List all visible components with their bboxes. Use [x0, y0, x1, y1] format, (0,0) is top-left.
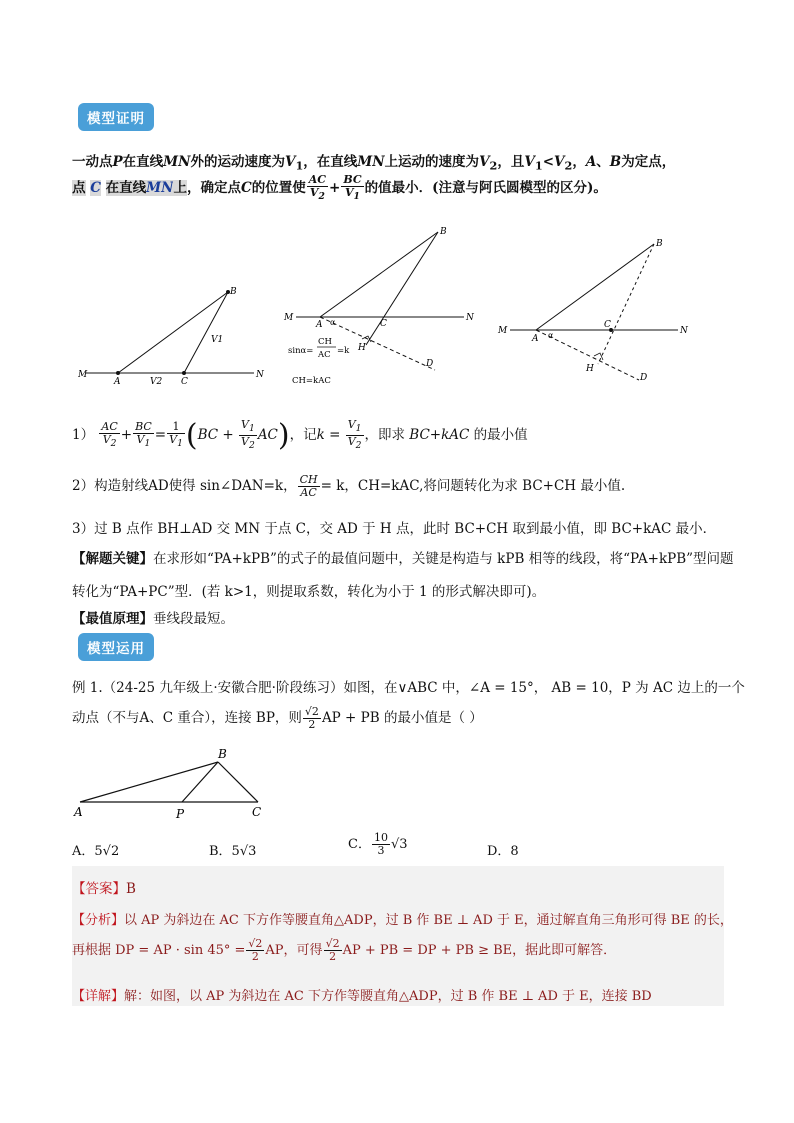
- example-line-2: 动点（不与A、C 重合），连接 BP，则 $\frac{√2}{2}$ AP + PB 的最小值是（ ）: [72, 705, 483, 731]
- svg-text:B: B: [440, 227, 447, 237]
- analysis-line-2: 再根据 DP = AP · sin 45° = $\frac{√2}{2}$ AP，可得 $\frac{√2}{2}$ AP + PB = DP + PB ≥ BE，据此即可解答．: [72, 937, 617, 963]
- tri-label-b: B: [218, 747, 227, 761]
- section-badge-use: 模型运用: [78, 633, 154, 661]
- tri-label-a: A: [74, 805, 83, 819]
- option-d[interactable]: D．8: [487, 844, 519, 859]
- svg-text:α: α: [330, 318, 336, 327]
- tri-label-c: C: [252, 805, 262, 819]
- svg-text:AC: AC: [318, 350, 331, 360]
- figure-2: [280, 222, 480, 392]
- option-c[interactable]: C． $\frac{10}{3}$ √3: [348, 831, 408, 857]
- svg-text:M: M: [498, 326, 508, 336]
- detail-line: 【详解】解：如图，以 AP 为斜边在 AC 下方作等腰直角△ADP，过 B 作 BE ⊥ AD 于 E，连接 BD: [72, 989, 652, 1004]
- svg-text:CH=kAC: CH=kAC: [292, 376, 331, 386]
- tri-label-p: P: [176, 807, 185, 821]
- frac-ac-v2: $\frac{AC}{V_2}$: [308, 173, 326, 203]
- intro-line-1: 一动点P在直线MN外的运动速度为$V_1$，在直线MN上运动的速度为$V_2$，且$V_1<V_2$，A、B为定点，: [72, 154, 676, 173]
- key-line-2: 转化为“PA+PC”型．(若 k>1，则提取系数，转化为小于 1 的形式解决即可)。: [72, 584, 546, 600]
- svg-text:CH: CH: [318, 337, 332, 347]
- label-a: A: [114, 377, 121, 387]
- key-line-1: 【解题关键】在求形如“PA+kPB”的式子的最值问题中，关键是构造与 kPB 相等的线段，将“PA+kPB”型问题: [72, 551, 734, 567]
- figure-1: [78, 280, 268, 390]
- answer-line: 【答案】B: [72, 881, 136, 897]
- step-3: 3）过 B 点作 BH⊥AD 交 MN 于点 C，交 AD 于 H 点，此时 BC+CH 取到最小值，即 BC+kAC 最小．: [72, 521, 717, 537]
- svg-text:N: N: [466, 313, 474, 323]
- principle-line: 【最值原理】垂线段最短。: [72, 611, 234, 627]
- option-a[interactable]: A．5√2: [72, 844, 120, 859]
- point-c: [182, 371, 186, 375]
- svg-text:C: C: [380, 319, 387, 329]
- point-a: [116, 371, 120, 375]
- option-b[interactable]: B．5√3: [209, 844, 257, 859]
- svg-text:D: D: [640, 373, 648, 383]
- svg-text:=k: =k: [337, 346, 350, 356]
- intro-line-2: 点 C 在直线MN上，确定点C的位置使 $\frac{AC}{V_2}$ + $\frac{BC}{V_1}$ 的值最小．(注意与阿氏圆模型的区分)。: [72, 173, 607, 203]
- label-n: N: [256, 370, 264, 380]
- svg-text:sinα=: sinα=: [288, 346, 314, 356]
- analysis-line-1: 【分析】以 AP 为斜边在 AC 下方作等腰直角△ADP，过 B 作 BE ⊥ AD 于 E，通过解直角三角形可得 BE 的长，: [72, 913, 733, 928]
- step-1: 1） $\frac{AC}{V_2}$ + $\frac{BC}{V_1}$ = $\frac{1}{V_1}$ (BC + $\frac{V_1}{V_2}$ AC)，记k = $\frac{V_1}{V_2}$ ，即求 BC+kAC 的最小值: [72, 417, 528, 453]
- svg-text:D: D: [426, 359, 434, 369]
- triangle-figure: [72, 744, 282, 824]
- section-badge-proof: 模型证明: [78, 103, 154, 131]
- frac-bc-v1: $\frac{BC}{V_1}$: [343, 173, 362, 203]
- svg-text:B: B: [656, 239, 663, 249]
- step-2: 2）构造射线AD使得 sin∠DAN=k， $\frac{CH}{AC}$ = k，CH=kAC,将问题转化为求 BC+CH 最小值.: [72, 473, 626, 499]
- svg-text:M: M: [284, 313, 294, 323]
- label-v2: V2: [150, 377, 163, 387]
- label-v1: V1: [211, 335, 224, 345]
- svg-text:N: N: [680, 326, 688, 336]
- label-m: M: [78, 370, 88, 380]
- svg-text:α: α: [548, 331, 554, 340]
- svg-text:H: H: [358, 343, 366, 353]
- svg-text:H: H: [586, 364, 594, 374]
- svg-text:C: C: [604, 320, 611, 330]
- label-c: C: [181, 377, 188, 387]
- label-b: B: [230, 287, 237, 297]
- example-line-1: 例 1.（24-25 九年级上·安徽合肥·阶段练习）如图，在∨ABC 中，∠A = 15°， AB = 10，P 为 AC 边上的一个: [72, 680, 745, 696]
- svg-text:A: A: [316, 320, 323, 330]
- svg-text:A: A: [532, 334, 539, 344]
- figure-3: [494, 230, 694, 390]
